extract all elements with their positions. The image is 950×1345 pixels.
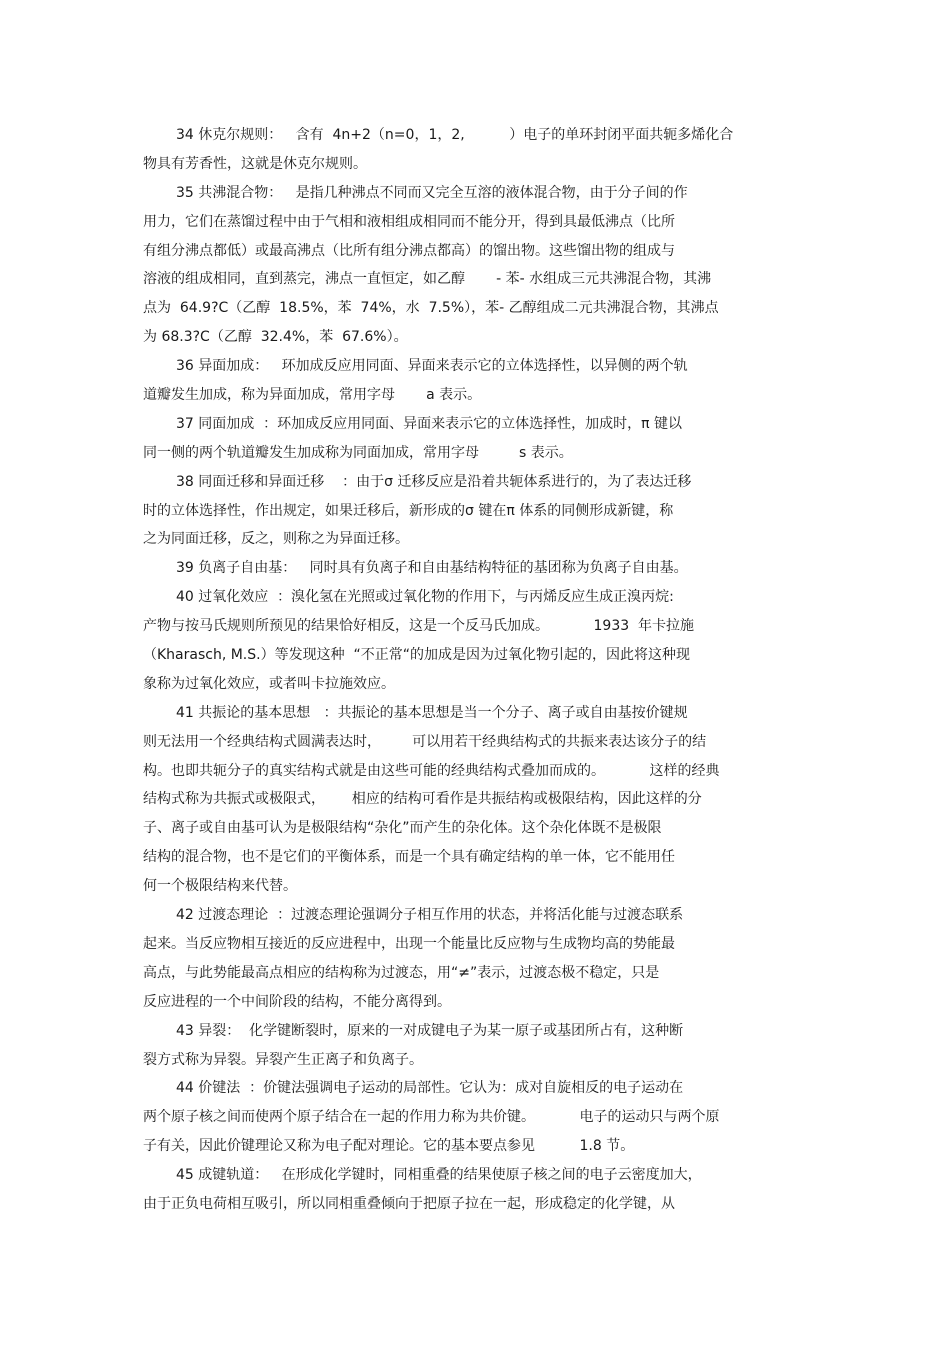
term-entry xyxy=(143,352,813,410)
entry-heading-line: 43 异裂： 化学键断裂时，原来的一对成键电子为某一原子或基团所占有，这种断 xyxy=(176,1022,684,1039)
entry-text-line: （Kharasch, M.S.）等发现这种 “不正常“的加成是因为过氧化物引起的，因此将这种现 xyxy=(143,647,691,664)
document-body xyxy=(143,121,813,1219)
term-entry xyxy=(143,699,813,901)
term-entry xyxy=(143,468,813,555)
entry-text-line: 为 68.3?C（乙醇 32.4%，苯 67.6%）。 xyxy=(143,329,408,346)
entry-text-line: 子有关，因此价键理论又称为电子配对理论。它的基本要点参见 1.8 节。 xyxy=(143,1138,635,1155)
entry-heading-line: 39 负离子自由基： 同时具有负离子和自由基结构特征的基团称为负离子自由基。 xyxy=(176,560,688,577)
entry-text-line: 结构的混合物，也不是它们的平衡体系，而是一个具有确定结构的单一体，它不能用任 xyxy=(143,849,675,866)
term-entry xyxy=(143,121,813,179)
entry-text-line: 高点，与此势能最高点相应的结构称为过渡态，用“≠”表示，过渡态极不稳定，只是 xyxy=(143,964,660,981)
entry-text-line: 用力，它们在蒸馏过程中由于气相和液相组成相同而不能分开，得到具最低沸点（比所 xyxy=(143,213,675,230)
entry-heading-line: 37 同面加成 ：环加成反应用同面、异面来表示它的立体选择性，加成时，π 键以 xyxy=(176,415,683,432)
entry-heading-line: 45 成键轨道： 在形成化学键时，同相重叠的结果使原子核之间的电子云密度加大， xyxy=(176,1167,702,1184)
term-entry xyxy=(143,410,813,468)
entry-text-line: 溶液的组成相同，直到蒸完，沸点一直恒定，如乙醇 - 苯- 水组成三元共沸混合物，其沸 xyxy=(143,271,712,288)
entry-text-line: 点为 64.9?C（乙醇 18.5%，苯 74%，水 7.5%），苯- 乙醇组成二元共沸混合物，其沸点 xyxy=(143,300,719,317)
entry-heading-line: 40 过氧化效应 ：溴化氢在光照或过氧化物的作用下，与丙烯反应生成正溴丙烷: xyxy=(176,589,674,606)
entry-text-line: 则无法用一个经典结构式圆满表达时， 可以用若干经典结构式的共振来表达该分子的结 xyxy=(143,733,707,750)
entry-text-line: 子、离子或自由基可认为是极限结构“杂化”而产生的杂化体。这个杂化体既不是极限 xyxy=(143,820,662,837)
entry-heading-line: 38 同面迁移和异面迁移 ：由于σ 迁移反应是沿着共轭体系进行的，为了表达迁移 xyxy=(176,473,692,490)
entry-heading-line: 44 价键法 ：价键法强调电子运动的局部性。它认为：成对自旋相反的电子运动在 xyxy=(176,1080,684,1097)
entry-text-line: 时的立体选择性，作出规定，如果迁移后，新形成的σ 键在π 体系的同侧形成新键，称 xyxy=(143,502,674,519)
entry-text-line: 之为同面迁移，反之，则称之为异面迁移。 xyxy=(143,531,409,548)
entry-text-line: 何一个极限结构来代替。 xyxy=(143,878,297,895)
entry-heading-line: 34 休克尔规则： 含有 4n+2（n=0，1，2, ）电子的单环封闭平面共轭多烯化合 xyxy=(176,127,734,143)
entry-heading-line: 36 异面加成： 环加成反应用同面、异面来表示它的立体选择性，以异侧的两个轨 xyxy=(176,358,688,375)
entry-text-line: 由于正负电荷相互吸引，所以同相重叠倾向于把原子拉在一起，形成稳定的化学键，从 xyxy=(143,1195,675,1212)
entry-text-line: 起来。当反应物相互接近的反应进程中，出现一个能量比反应物与生成物均高的势能最 xyxy=(143,935,675,952)
term-entry xyxy=(143,1017,813,1075)
term-entry xyxy=(143,1074,813,1161)
term-entry xyxy=(143,583,813,699)
entry-heading-line: 35 共沸混合物： 是指几种沸点不同而又完全互溶的液体混合物，由于分子间的作 xyxy=(176,184,688,201)
entry-text-line: 结构式称为共振式或极限式， 相应的结构可看作是共振结构或极限结构，因此这样的分 xyxy=(143,791,702,808)
entry-text-line: 两个原子核之间而使两个原子结合在一起的作用力称为共价键。 电子的运动只与两个原 xyxy=(143,1109,720,1126)
entry-heading-line: 41 共振论的基本思想 ：共振论的基本思想是当一个分子、离子或自由基按价键规 xyxy=(176,704,688,721)
entry-text-line: 道瓣发生加成，称为异面加成，常用字母 a 表示。 xyxy=(143,387,482,404)
term-entry xyxy=(143,179,813,352)
term-entry xyxy=(143,554,813,583)
entry-text-line: 构。也即共轭分子的真实结构式就是由这些可能的经典结构式叠加而成的。 这样的经典 xyxy=(143,762,720,779)
entry-heading-line: 42 过渡态理论 ：过渡态理论强调分子相互作用的状态，并将活化能与过渡态联系 xyxy=(176,907,684,924)
term-entry xyxy=(143,1161,813,1219)
term-entry xyxy=(143,901,813,1017)
entry-text-line: 同一侧的两个轨道瓣发生加成称为同面加成，常用字母 s 表示。 xyxy=(143,444,573,461)
entry-text-line: 象称为过氧化效应，或者叫卡拉施效应。 xyxy=(143,675,395,692)
entry-text-line: 物具有芳香性，这就是休克尔规则。 xyxy=(143,155,367,172)
entry-text-line: 有组分沸点都低）或最高沸点（比所有组分沸点都高）的馏出物。这些馏出物的组成与 xyxy=(143,242,675,259)
entry-text-line: 产物与按马氏规则所预见的结果恰好相反，这是一个反马氏加成。 1933 年卡拉施 xyxy=(143,618,695,635)
entry-text-line: 反应进程的一个中间阶段的结构，不能分离得到。 xyxy=(143,993,451,1010)
entry-text-line: 裂方式称为异裂。异裂产生正离子和负离子。 xyxy=(143,1051,423,1068)
